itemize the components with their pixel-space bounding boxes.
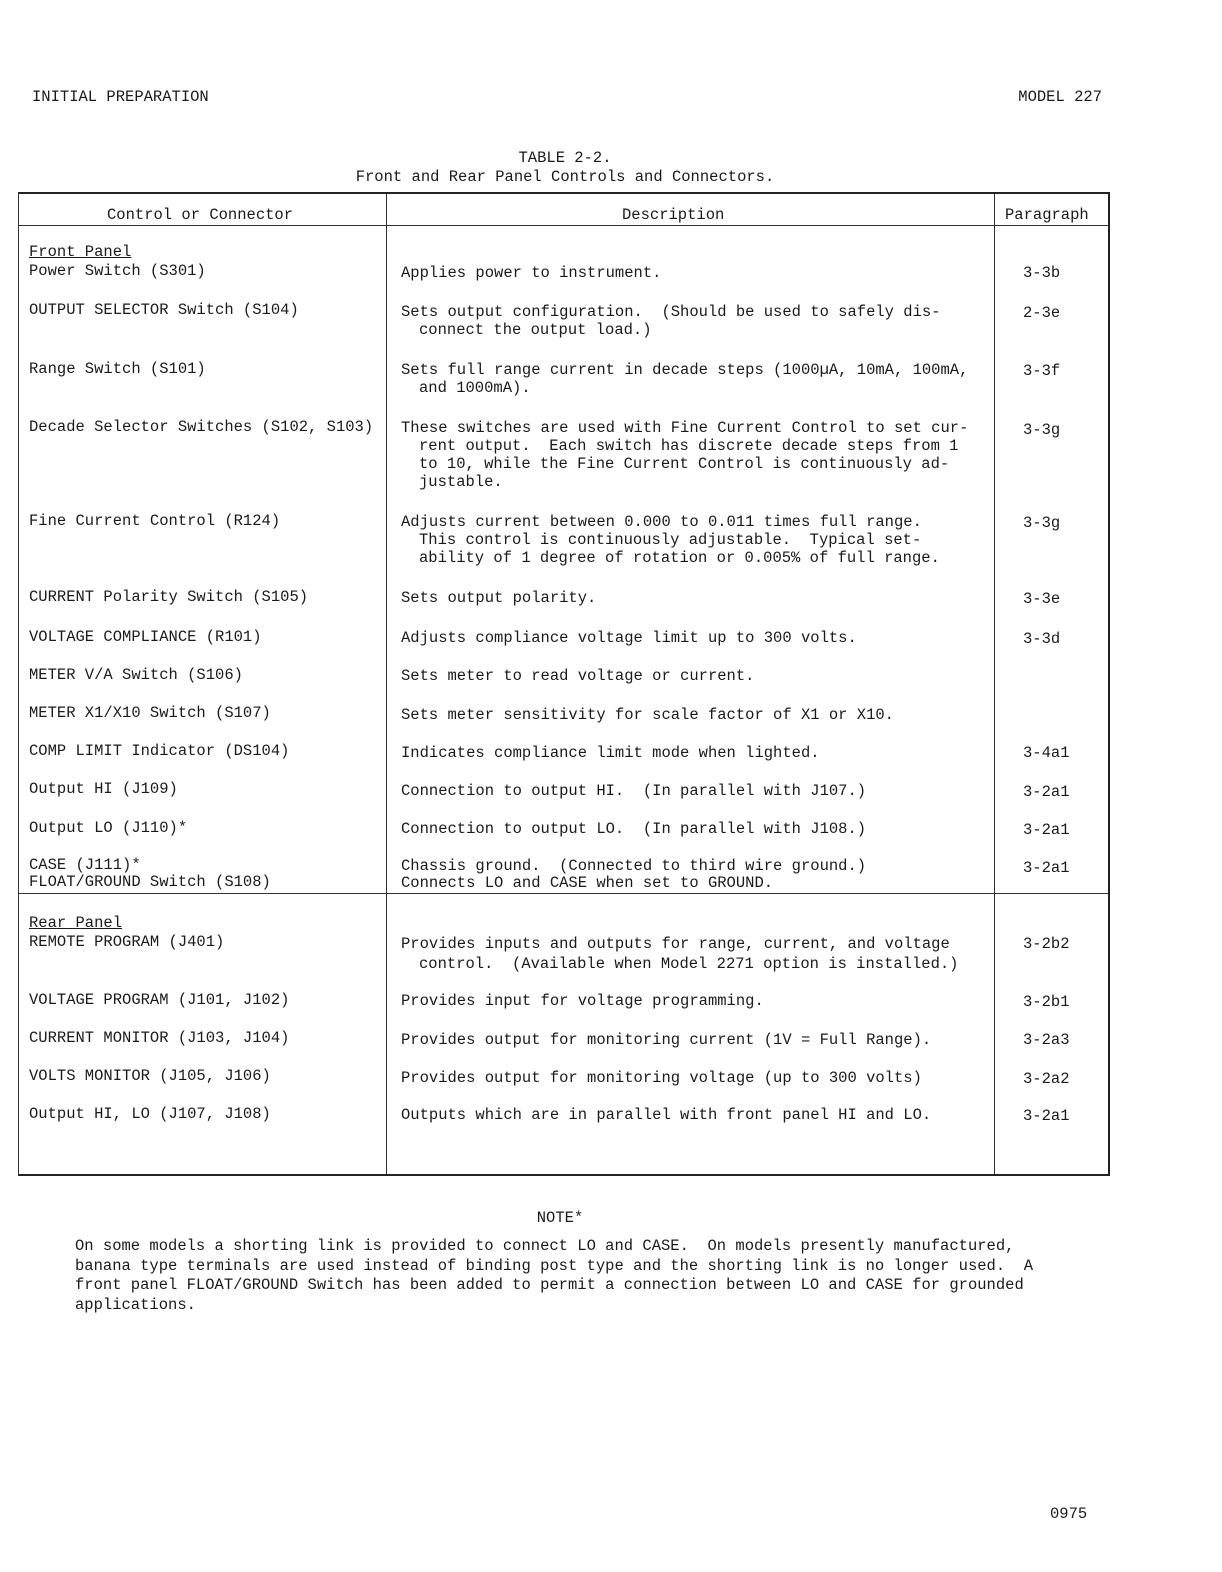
table-row-paragraph: 3-2a1 (1023, 783, 1070, 801)
page-code: 0975 (1050, 1505, 1088, 1523)
table-row-description: Indicates compliance limit mode when lighted. (401, 744, 820, 762)
table-row-control: CASE (J111)* FLOAT/GROUND Switch (S108) (29, 856, 271, 891)
table-number: TABLE 2-2. (518, 149, 612, 167)
table-row-description: Provides output for monitoring current (1V = Full Range). (401, 1031, 932, 1049)
table-row-paragraph: 3-2a1 (1023, 859, 1070, 877)
table-row-description: Connection to output LO. (In parallel with J108.) (401, 820, 867, 838)
table-row-paragraph: 3-2a3 (1023, 1031, 1070, 1049)
table-row-description: Provides inputs and outputs for range, current, and voltage control. (Available when Model 2271 option is installed.) (401, 935, 959, 973)
table-row-control: VOLTAGE PROGRAM (J101, J102) (29, 991, 290, 1009)
column-divider (994, 194, 995, 1174)
table-row-control: COMP LIMIT Indicator (DS104) (29, 742, 290, 760)
controls-table (18, 192, 1110, 1176)
note-line: banana type terminals are used instead of binding post type and the shorting link is no longer used. A (75, 1256, 1034, 1275)
table-row-control: Power Switch (S301) (29, 262, 206, 280)
table-row-description: Adjusts current between 0.000 to 0.011 times full range. This control is continuously adjustable. Typical set- ability of 1 degree of rotation or 0.005% of full range. (401, 513, 940, 567)
table-row-description: Outputs which are in parallel with front panel HI and LO. (401, 1106, 932, 1124)
section-rule (19, 893, 1108, 894)
note-body (75, 1237, 1075, 1315)
table-row-control: CURRENT Polarity Switch (S105) (29, 588, 309, 606)
table-row-description: Provides input for voltage programming. (401, 992, 764, 1010)
table-row-description: Connection to output HI. (In parallel with J107.) (401, 782, 867, 800)
table-row-control: Output HI, LO (J107, J108) (29, 1105, 271, 1123)
table-row-control: REMOTE PROGRAM (J401) (29, 933, 225, 951)
table-row-control: METER X1/X10 Switch (S107) (29, 704, 271, 722)
table-row-paragraph: 3-2b2 (1023, 935, 1070, 953)
table-row-paragraph: 3-2a2 (1023, 1070, 1070, 1088)
table-row-paragraph: 3-3f (1023, 362, 1061, 380)
table-row-control: METER V/A Switch (S106) (29, 666, 243, 684)
table-row-description: Sets full range current in decade steps (1000µA, 10mA, 100mA, and 1000mA). (401, 361, 969, 397)
column-header-paragraph: Paragraph (1005, 206, 1089, 224)
table-row-description: Sets meter to read voltage or current. (401, 667, 755, 685)
running-header-right: MODEL 227 (1018, 88, 1102, 106)
table-row-control: VOLTS MONITOR (J105, J106) (29, 1067, 271, 1085)
section-title-front: Front Panel (29, 243, 132, 261)
note-line: On some models a shorting link is provided to connect LO and CASE. On models presently manufactured, (75, 1237, 1015, 1255)
note-line: applications. (75, 1295, 196, 1314)
note-line: front panel FLOAT/GROUND Switch has been added to permit a connection between LO and CASE for grounded (75, 1276, 1024, 1294)
table-row-paragraph: 2-3e (1023, 304, 1061, 322)
table-row-control: Output LO (J110)* (29, 819, 188, 837)
table-row-description: These switches are used with Fine Current Control to set cur- rent output. Each switch has discrete decade steps from 1 to 10, while the Fine Current Control is continuously ad- justable. (401, 419, 969, 491)
table-row-paragraph: 3-2a1 (1023, 821, 1070, 839)
table-row-control: OUTPUT SELECTOR Switch (S104) (29, 301, 299, 319)
note-title: NOTE* (536, 1209, 584, 1227)
section-title-rear: Rear Panel (29, 914, 123, 932)
table-row-description: Adjusts compliance voltage limit up to 300 volts. (401, 629, 857, 647)
table-row-paragraph: 3-4a1 (1023, 744, 1070, 762)
table-row-description: Chassis ground. (Connected to third wire ground.) Connects LO and CASE when set to GROUND. (401, 857, 867, 892)
table-row-description: Provides output for monitoring voltage (up to 300 volts) (401, 1069, 922, 1087)
table-caption (0, 149, 1130, 187)
table-row-paragraph: 3-2a1 (1023, 1107, 1070, 1125)
table-row-paragraph: 3-3b (1023, 264, 1061, 282)
table-row-control: CURRENT MONITOR (J103, J104) (29, 1029, 290, 1047)
table-row-description: Applies power to instrument. (401, 264, 662, 282)
table-row-control: Output HI (J109) (29, 780, 178, 798)
table-row-paragraph: 3-3e (1023, 590, 1061, 608)
table-row-paragraph: 3-2b1 (1023, 993, 1070, 1011)
running-header-left: INITIAL PREPARATION (32, 88, 209, 106)
header-rule (19, 225, 1108, 226)
table-row-control: Fine Current Control (R124) (29, 512, 281, 530)
table-title: Front and Rear Panel Controls and Connectors. (355, 168, 775, 186)
table-row-description: Sets output configuration. (Should be used to safely dis- connect the output load.) (401, 303, 941, 339)
table-row-paragraph: 3-3g (1023, 514, 1061, 532)
table-row-paragraph: 3-3d (1023, 630, 1061, 648)
column-divider (386, 194, 387, 1174)
table-row-description: Sets meter sensitivity for scale factor of X1 or X10. (401, 706, 894, 724)
table-row-control: VOLTAGE COMPLIANCE (R101) (29, 628, 262, 646)
table-row-control: Range Switch (S101) (29, 360, 206, 378)
table-row-description: Sets output polarity. (401, 589, 597, 607)
column-header-control: Control or Connector (107, 206, 294, 224)
table-row-control: Decade Selector Switches (S102, S103) (29, 418, 374, 436)
column-header-description: Description (622, 206, 725, 224)
table-row-paragraph: 3-3g (1023, 421, 1061, 439)
